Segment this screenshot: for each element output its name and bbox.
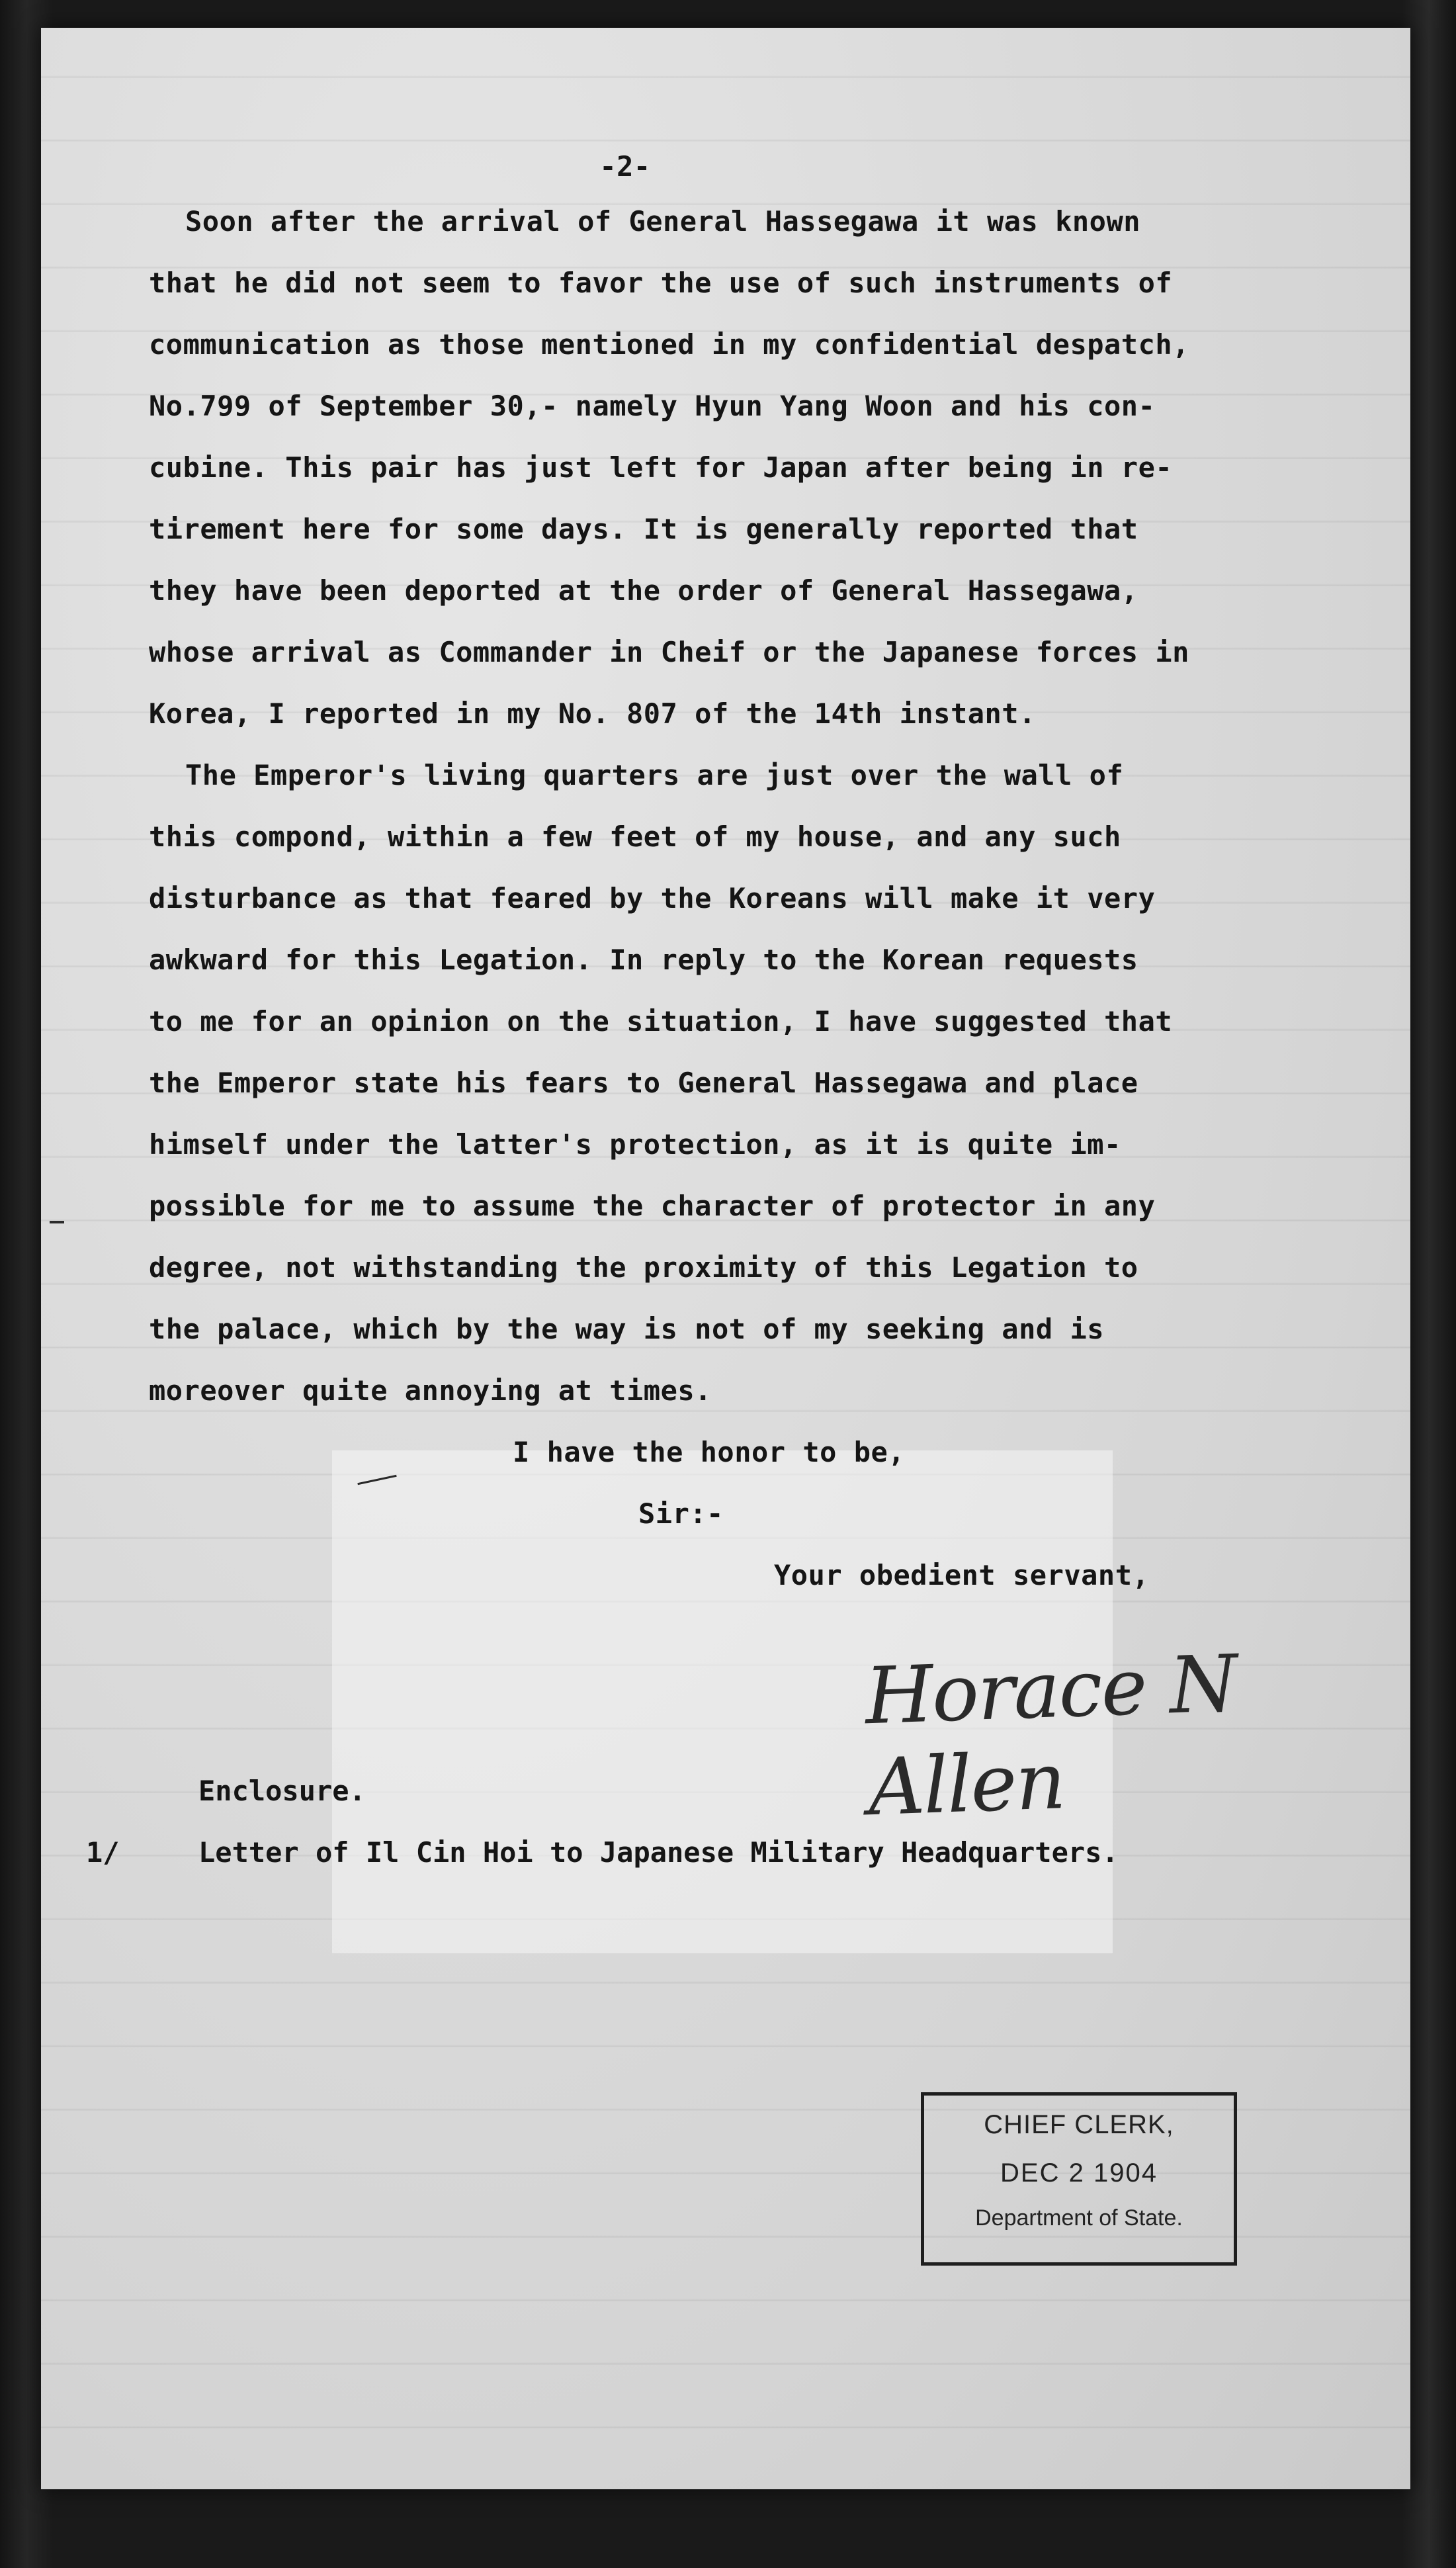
text-line: that he did not seem to favor the use of such instruments of [149, 267, 1173, 299]
enclosure-item [86, 1822, 1343, 1883]
text-line: tirement here for some days. It is generally reported that [149, 513, 1138, 545]
text-line: Soon after the arrival of General Hassegawa it was known [185, 205, 1141, 238]
received-stamp [921, 2092, 1237, 2266]
page-number: -2- [599, 150, 651, 183]
text-line: No.799 of September 30,- namely Hyun Yang Woon and his con- [149, 390, 1156, 422]
text-line: degree, not withstanding the proximity of this Legation to [149, 1251, 1138, 1284]
enclosure-heading: Enclosure. [198, 1775, 366, 1807]
text-line: himself under the latter's protection, as it is quite im- [149, 1128, 1121, 1161]
stamp-line-3: Department of State. [975, 2205, 1183, 2231]
text-line: to me for an opinion on the situation, I have suggested that [149, 1005, 1173, 1038]
closing-servant: Your obedient servant, [774, 1559, 1150, 1591]
letter-body [149, 136, 1326, 1606]
text-line: moreover quite annoying at times. [149, 1374, 712, 1407]
text-line: Korea, I reported in my No. 807 of the 14th instant. [149, 697, 1036, 730]
closing-honor: I have the honor to be, [513, 1436, 906, 1468]
text-line: communication as those mentioned in my confidential despatch, [149, 328, 1189, 361]
closing-block [149, 1421, 1326, 1606]
text-line: disturbance as that feared by the Koreans will make it very [149, 882, 1156, 914]
text-line: The Emperor's living quarters are just over the wall of [185, 759, 1124, 791]
scan-mark [50, 1221, 64, 1223]
handwritten-signature: Horace N Allen [863, 1637, 1238, 1834]
text-line: awkward for this Legation. In reply to the Korean requests [149, 944, 1138, 976]
text-line: whose arrival as Commander in Cheif or the Japanese forces in [149, 636, 1189, 668]
enclosure-block [86, 1760, 1343, 1883]
text-line: cubine. This pair has just left for Japan after being in re- [149, 451, 1173, 484]
text-line: the Emperor state his fears to General Hassegawa and place [149, 1067, 1138, 1099]
enclosure-number: 1/ [86, 1836, 120, 1869]
stamp-line-1: CHIEF CLERK, [984, 2110, 1174, 2139]
text-line: the palace, which by the way is not of my seeking and is [149, 1313, 1105, 1345]
text-line: possible for me to assume the character of protector in any [149, 1190, 1156, 1222]
stamp-line-2: DEC 2 1904 [1000, 2158, 1158, 2188]
text-line: they have been deported at the order of General Hassegawa, [149, 574, 1138, 607]
closing-salutation: Sir:- [638, 1497, 724, 1530]
enclosure-description: Letter of Il Cin Hoi to Japanese Military Headquarters. [198, 1836, 1119, 1869]
text-line: this compond, within a few feet of my house, and any such [149, 820, 1121, 853]
paragraph-2 [149, 744, 1326, 1421]
paragraph-1 [149, 191, 1326, 744]
